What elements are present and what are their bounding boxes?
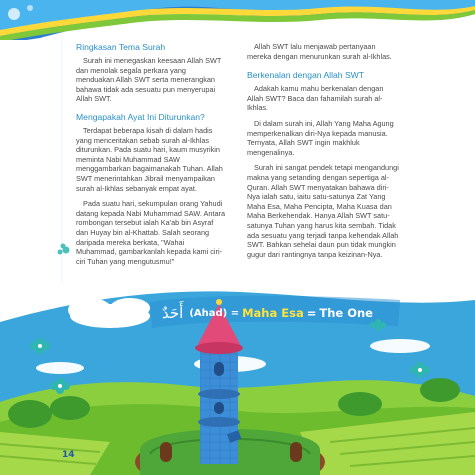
paragraph: Terdapat beberapa kisah di dalam hadis yang menceritakan sebab surah al-Ikhlas diturunkan. Pada suatu hari, kaum musyrikin meminta Nabi Muhammad SAW menggambarkan bagaimanakah Tuhan. Allah SWT menerintahkan Jibrail menyampaikan surah al-Ikhlas sebanyak empat ayat. <box>76 125 223 193</box>
top-wave-decoration <box>0 0 475 48</box>
ahad-label: (Ahad) = <box>189 307 240 319</box>
heading-berkenalan: Berkenalan dengan Allah SWT <box>247 70 365 81</box>
page-number: 14 <box>62 450 75 460</box>
paragraph: Adakah kamu mahu berkenalan dengan Allah SWT? Baca dan fahamilah surah al-Ikhlas. <box>247 84 384 113</box>
paragraph: Allah SWT lalu menjawab pertanyaan mereka dengan menurunkan surah al-Ikhlas. <box>247 42 392 61</box>
the-one-label: The One <box>319 306 373 320</box>
paragraph: Surah ini menegaskan keesaan Allah SWT dan menolak segala perkara yang menduakan Allah SWT serta menerangkan bahawa tidak ada sesuatu pun menyerupai Allah SWT. <box>76 56 222 104</box>
paragraph: Di dalam surah ini, Allah Yang Maha Agung memperkenalkan diri-Nya kepada manusia. Ternyata, Allah SWT ingin makhluk mengenalinya. <box>247 118 394 157</box>
heading-ringkasan: Ringkasan Tema Surah <box>76 42 166 52</box>
ahad-meaning-banner <box>162 300 392 326</box>
right-text-column <box>247 42 399 265</box>
paragraph: Pada suatu hari, sekumpulan orang Yahudi datang kepada Nabi Muhammad SAW. Antara rombongan tersebut ialah Ka'ab bin Asyraf dan Huyay bin al-Khattab. Salah seorang daripada mereka berkata, "Wahai Muhammad, gambarkanlah kepada kami ciri-ciri Tuhan yang mengutusmu!" <box>76 199 225 266</box>
paragraph: Surah ini sangat pendek tetapi mengandungi makna yang setanding dengan sepertiga al-Quran. Allah SWT menyatakan bahawa diri-Nya ialah satu, iaitu satu-satunya Zat Yang Maha Esa, Maha Pencipta, Maha Kuasa dan Maha Berkehendak. Hanya Allah SWT satu-satunya Tuhan yang harus kita sembah. Tidak ada sesuatu yang terjadi tanpa kehendak Allah SWT. Bahkan sehelai daun pun tidak mungkin gugur dari rantingnya tanpa keizinan-Nya. <box>247 163 399 259</box>
heading-mengapakah: Mengapakah Ayat Ini Diturunkan? <box>76 111 205 122</box>
arabic-ahad: أَحَدٌ <box>162 304 184 322</box>
maha-esa-label: Maha Esa <box>242 306 304 320</box>
equals-sign: = <box>306 306 317 320</box>
left-flower-strip <box>0 40 70 295</box>
left-text-column <box>76 42 226 272</box>
